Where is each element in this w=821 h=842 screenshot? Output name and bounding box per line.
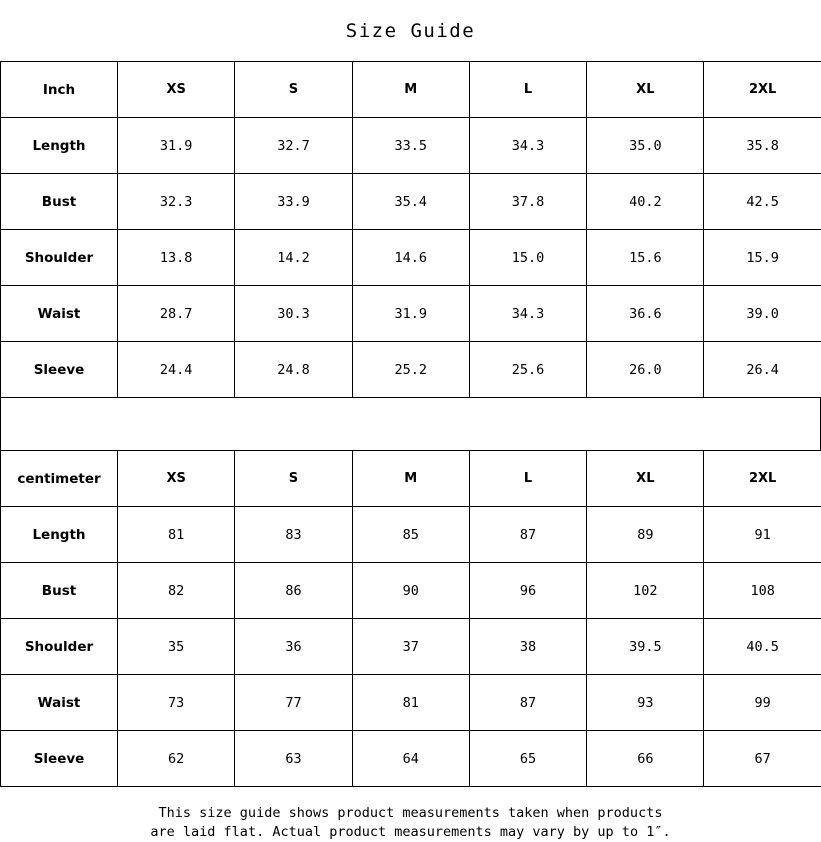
row-label-shoulder: Shoulder bbox=[1, 230, 118, 286]
cell-sleeve-m: 64 bbox=[352, 731, 469, 787]
row-label-waist: Waist bbox=[1, 675, 118, 731]
cell-length-s: 32.7 bbox=[235, 118, 352, 174]
row-label-bust: Bust bbox=[1, 563, 118, 619]
size-table-inch bbox=[0, 61, 821, 398]
cell-bust-m: 90 bbox=[352, 563, 469, 619]
column-header-s: S bbox=[235, 451, 352, 507]
column-header-m: M bbox=[352, 451, 469, 507]
cell-bust-2xl: 42.5 bbox=[704, 174, 821, 230]
row-label-length: Length bbox=[1, 118, 118, 174]
size-guide-note bbox=[0, 787, 821, 842]
cell-waist-xs: 28.7 bbox=[118, 286, 235, 342]
row-label-bust: Bust bbox=[1, 174, 118, 230]
cell-bust-xl: 40.2 bbox=[587, 174, 704, 230]
cell-waist-m: 31.9 bbox=[352, 286, 469, 342]
column-header-xs: XS bbox=[118, 62, 235, 118]
column-header-xl: XL bbox=[587, 451, 704, 507]
cell-sleeve-xl: 66 bbox=[587, 731, 704, 787]
cell-length-l: 87 bbox=[469, 507, 586, 563]
cell-length-l: 34.3 bbox=[469, 118, 586, 174]
column-header-2xl: 2XL bbox=[704, 451, 821, 507]
cell-shoulder-xs: 35 bbox=[118, 619, 235, 675]
cell-bust-m: 35.4 bbox=[352, 174, 469, 230]
row-label-length: Length bbox=[1, 507, 118, 563]
column-header-m: M bbox=[352, 62, 469, 118]
table-row bbox=[1, 174, 821, 230]
cell-shoulder-2xl: 15.9 bbox=[704, 230, 821, 286]
row-label-waist: Waist bbox=[1, 286, 118, 342]
cell-waist-s: 77 bbox=[235, 675, 352, 731]
cell-bust-xs: 32.3 bbox=[118, 174, 235, 230]
cell-shoulder-2xl: 40.5 bbox=[704, 619, 821, 675]
cell-shoulder-l: 15.0 bbox=[469, 230, 586, 286]
cell-shoulder-xl: 39.5 bbox=[587, 619, 704, 675]
cell-length-m: 85 bbox=[352, 507, 469, 563]
cell-bust-xl: 102 bbox=[587, 563, 704, 619]
cell-waist-2xl: 39.0 bbox=[704, 286, 821, 342]
unit-label-inch: Inch bbox=[1, 62, 118, 118]
row-label-sleeve: Sleeve bbox=[1, 342, 118, 398]
cell-bust-l: 37.8 bbox=[469, 174, 586, 230]
cell-length-xl: 35.0 bbox=[587, 118, 704, 174]
cell-sleeve-m: 25.2 bbox=[352, 342, 469, 398]
row-label-shoulder: Shoulder bbox=[1, 619, 118, 675]
cell-sleeve-s: 63 bbox=[235, 731, 352, 787]
cell-length-s: 83 bbox=[235, 507, 352, 563]
note-line-2: are laid flat. Actual product measurements may vary by up to 1″. bbox=[150, 824, 671, 840]
cell-length-2xl: 91 bbox=[704, 507, 821, 563]
cell-bust-s: 86 bbox=[235, 563, 352, 619]
cell-length-xs: 81 bbox=[118, 507, 235, 563]
cell-length-xl: 89 bbox=[587, 507, 704, 563]
table-row bbox=[1, 342, 821, 398]
cell-waist-xs: 73 bbox=[118, 675, 235, 731]
cell-bust-xs: 82 bbox=[118, 563, 235, 619]
cell-length-2xl: 35.8 bbox=[704, 118, 821, 174]
cell-length-m: 33.5 bbox=[352, 118, 469, 174]
cell-waist-xl: 36.6 bbox=[587, 286, 704, 342]
table-row bbox=[1, 118, 821, 174]
cell-waist-l: 34.3 bbox=[469, 286, 586, 342]
cell-sleeve-xs: 62 bbox=[118, 731, 235, 787]
cell-sleeve-l: 25.6 bbox=[469, 342, 586, 398]
cell-waist-2xl: 99 bbox=[704, 675, 821, 731]
cell-shoulder-xl: 15.6 bbox=[587, 230, 704, 286]
size-table-centimeter bbox=[0, 450, 821, 787]
cell-bust-s: 33.9 bbox=[235, 174, 352, 230]
cell-waist-l: 87 bbox=[469, 675, 586, 731]
table-row bbox=[1, 619, 821, 675]
cell-shoulder-s: 36 bbox=[235, 619, 352, 675]
note-line-1: This size guide shows product measurements taken when products bbox=[158, 805, 663, 821]
cell-sleeve-xs: 24.4 bbox=[118, 342, 235, 398]
table-header-row bbox=[1, 451, 821, 507]
table-row bbox=[1, 563, 821, 619]
cell-sleeve-2xl: 67 bbox=[704, 731, 821, 787]
column-header-l: L bbox=[469, 62, 586, 118]
column-header-l: L bbox=[469, 451, 586, 507]
cell-sleeve-s: 24.8 bbox=[235, 342, 352, 398]
column-header-xl: XL bbox=[587, 62, 704, 118]
cell-sleeve-2xl: 26.4 bbox=[704, 342, 821, 398]
table-header-row bbox=[1, 62, 821, 118]
cell-sleeve-l: 65 bbox=[469, 731, 586, 787]
table-row bbox=[1, 230, 821, 286]
cell-length-xs: 31.9 bbox=[118, 118, 235, 174]
cell-sleeve-xl: 26.0 bbox=[587, 342, 704, 398]
cell-bust-2xl: 108 bbox=[704, 563, 821, 619]
unit-label-centimeter: centimeter bbox=[1, 451, 118, 507]
page-title: Size Guide bbox=[345, 20, 476, 42]
cell-shoulder-m: 37 bbox=[352, 619, 469, 675]
cell-shoulder-s: 14.2 bbox=[235, 230, 352, 286]
column-header-2xl: 2XL bbox=[704, 62, 821, 118]
cell-shoulder-l: 38 bbox=[469, 619, 586, 675]
table-row bbox=[1, 507, 821, 563]
table-row bbox=[1, 731, 821, 787]
cell-shoulder-m: 14.6 bbox=[352, 230, 469, 286]
row-label-sleeve: Sleeve bbox=[1, 731, 118, 787]
cell-waist-xl: 93 bbox=[587, 675, 704, 731]
column-header-xs: XS bbox=[118, 451, 235, 507]
table-row bbox=[1, 675, 821, 731]
table-row bbox=[1, 286, 821, 342]
cell-waist-m: 81 bbox=[352, 675, 469, 731]
column-header-s: S bbox=[235, 62, 352, 118]
cell-shoulder-xs: 13.8 bbox=[118, 230, 235, 286]
table-separator bbox=[0, 398, 821, 450]
cell-waist-s: 30.3 bbox=[235, 286, 352, 342]
cell-bust-l: 96 bbox=[469, 563, 586, 619]
